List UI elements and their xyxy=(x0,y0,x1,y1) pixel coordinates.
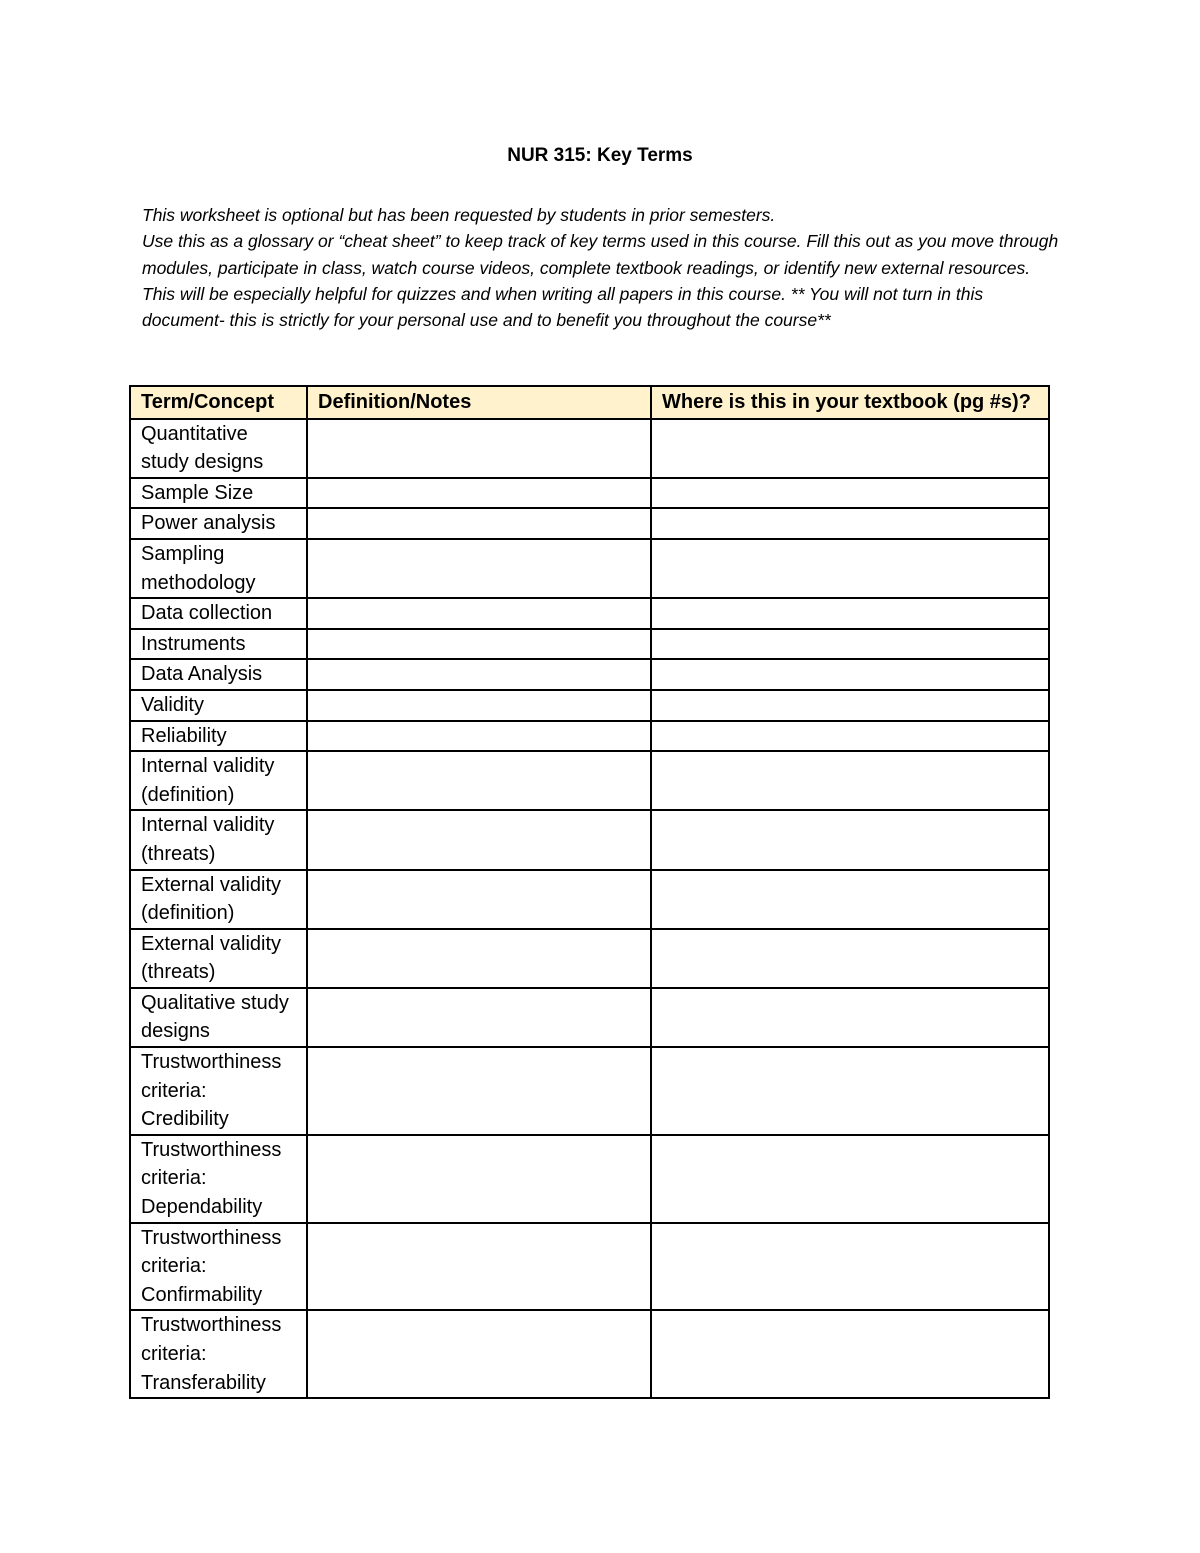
term-cell: Instruments xyxy=(130,629,307,660)
term-cell: Quantitative study designs xyxy=(130,419,307,478)
textbook-pages-cell[interactable] xyxy=(651,988,1049,1047)
term-cell: Trustworthiness criteria: Credibility xyxy=(130,1047,307,1135)
definition-cell[interactable] xyxy=(307,751,651,810)
definition-cell[interactable] xyxy=(307,659,651,690)
definition-cell[interactable] xyxy=(307,508,651,539)
term-cell: Data collection xyxy=(130,598,307,629)
textbook-pages-cell[interactable] xyxy=(651,1047,1049,1135)
term-cell: Validity xyxy=(130,690,307,721)
intro-line-2: Use this as a glossary or “cheat sheet” to keep track of key terms used in this course. Fill this out as you move through modules, participate in class, watch course videos, complete textbook readings, or identify new external resources. This will be especially helpful for quizzes and when writing all papers in this course. ** You will not turn in this document- this is strictly for your personal use and to benefit you throughout the course** xyxy=(142,231,1059,331)
table-row xyxy=(130,478,1049,509)
table-row xyxy=(130,659,1049,690)
definition-cell[interactable] xyxy=(307,598,651,629)
textbook-pages-cell[interactable] xyxy=(651,539,1049,598)
definition-cell[interactable] xyxy=(307,1047,651,1135)
textbook-pages-cell[interactable] xyxy=(651,929,1049,988)
textbook-pages-cell[interactable] xyxy=(651,751,1049,810)
key-terms-table xyxy=(129,385,1050,1399)
textbook-pages-cell[interactable] xyxy=(651,478,1049,509)
intro-text xyxy=(142,202,1062,333)
definition-cell[interactable] xyxy=(307,478,651,509)
textbook-pages-cell[interactable] xyxy=(651,1135,1049,1223)
definition-cell[interactable] xyxy=(307,988,651,1047)
textbook-pages-cell[interactable] xyxy=(651,721,1049,752)
term-cell: Trustworthiness criteria: Confirmability xyxy=(130,1223,307,1311)
textbook-pages-cell[interactable] xyxy=(651,690,1049,721)
definition-cell[interactable] xyxy=(307,870,651,929)
definition-cell[interactable] xyxy=(307,1310,651,1398)
term-cell: Sampling methodology xyxy=(130,539,307,598)
table-row xyxy=(130,690,1049,721)
term-cell: Qualitative study designs xyxy=(130,988,307,1047)
table-row xyxy=(130,751,1049,810)
term-cell: Internal validity (threats) xyxy=(130,810,307,869)
table-row xyxy=(130,870,1049,929)
term-cell: Trustworthiness criteria: Transferability xyxy=(130,1310,307,1398)
header-textbook-pages: Where is this in your textbook (pg #s)? xyxy=(651,386,1049,419)
term-cell: Reliability xyxy=(130,721,307,752)
textbook-pages-cell[interactable] xyxy=(651,629,1049,660)
table-row xyxy=(130,810,1049,869)
definition-cell[interactable] xyxy=(307,929,651,988)
page-title: NUR 315: Key Terms xyxy=(507,145,693,166)
term-cell: Power analysis xyxy=(130,508,307,539)
definition-cell[interactable] xyxy=(307,419,651,478)
definition-cell[interactable] xyxy=(307,1135,651,1223)
textbook-pages-cell[interactable] xyxy=(651,870,1049,929)
term-cell: External validity (definition) xyxy=(130,870,307,929)
table-row xyxy=(130,1047,1049,1135)
header-definition-notes: Definition/Notes xyxy=(307,386,651,419)
table-row xyxy=(130,929,1049,988)
term-cell: Internal validity (definition) xyxy=(130,751,307,810)
textbook-pages-cell[interactable] xyxy=(651,1310,1049,1398)
table-row xyxy=(130,419,1049,478)
table-row xyxy=(130,629,1049,660)
term-cell: Sample Size xyxy=(130,478,307,509)
table-body xyxy=(130,419,1049,1399)
textbook-pages-cell[interactable] xyxy=(651,508,1049,539)
table-row xyxy=(130,1135,1049,1223)
definition-cell[interactable] xyxy=(307,690,651,721)
table-row xyxy=(130,988,1049,1047)
textbook-pages-cell[interactable] xyxy=(651,810,1049,869)
definition-cell[interactable] xyxy=(307,810,651,869)
definition-cell[interactable] xyxy=(307,629,651,660)
term-cell: Data Analysis xyxy=(130,659,307,690)
header-term-concept: Term/Concept xyxy=(130,386,307,419)
definition-cell[interactable] xyxy=(307,539,651,598)
table-row xyxy=(130,539,1049,598)
table-row xyxy=(130,1223,1049,1311)
textbook-pages-cell[interactable] xyxy=(651,598,1049,629)
table-header-row xyxy=(130,386,1049,419)
table-row xyxy=(130,508,1049,539)
intro-line-1: This worksheet is optional but has been requested by students in prior semesters. xyxy=(142,205,776,225)
definition-cell[interactable] xyxy=(307,1223,651,1311)
textbook-pages-cell[interactable] xyxy=(651,419,1049,478)
table-row xyxy=(130,598,1049,629)
term-cell: External validity (threats) xyxy=(130,929,307,988)
textbook-pages-cell[interactable] xyxy=(651,659,1049,690)
definition-cell[interactable] xyxy=(307,721,651,752)
table-row xyxy=(130,1310,1049,1398)
term-cell: Trustworthiness criteria: Dependability xyxy=(130,1135,307,1223)
textbook-pages-cell[interactable] xyxy=(651,1223,1049,1311)
table-row xyxy=(130,721,1049,752)
